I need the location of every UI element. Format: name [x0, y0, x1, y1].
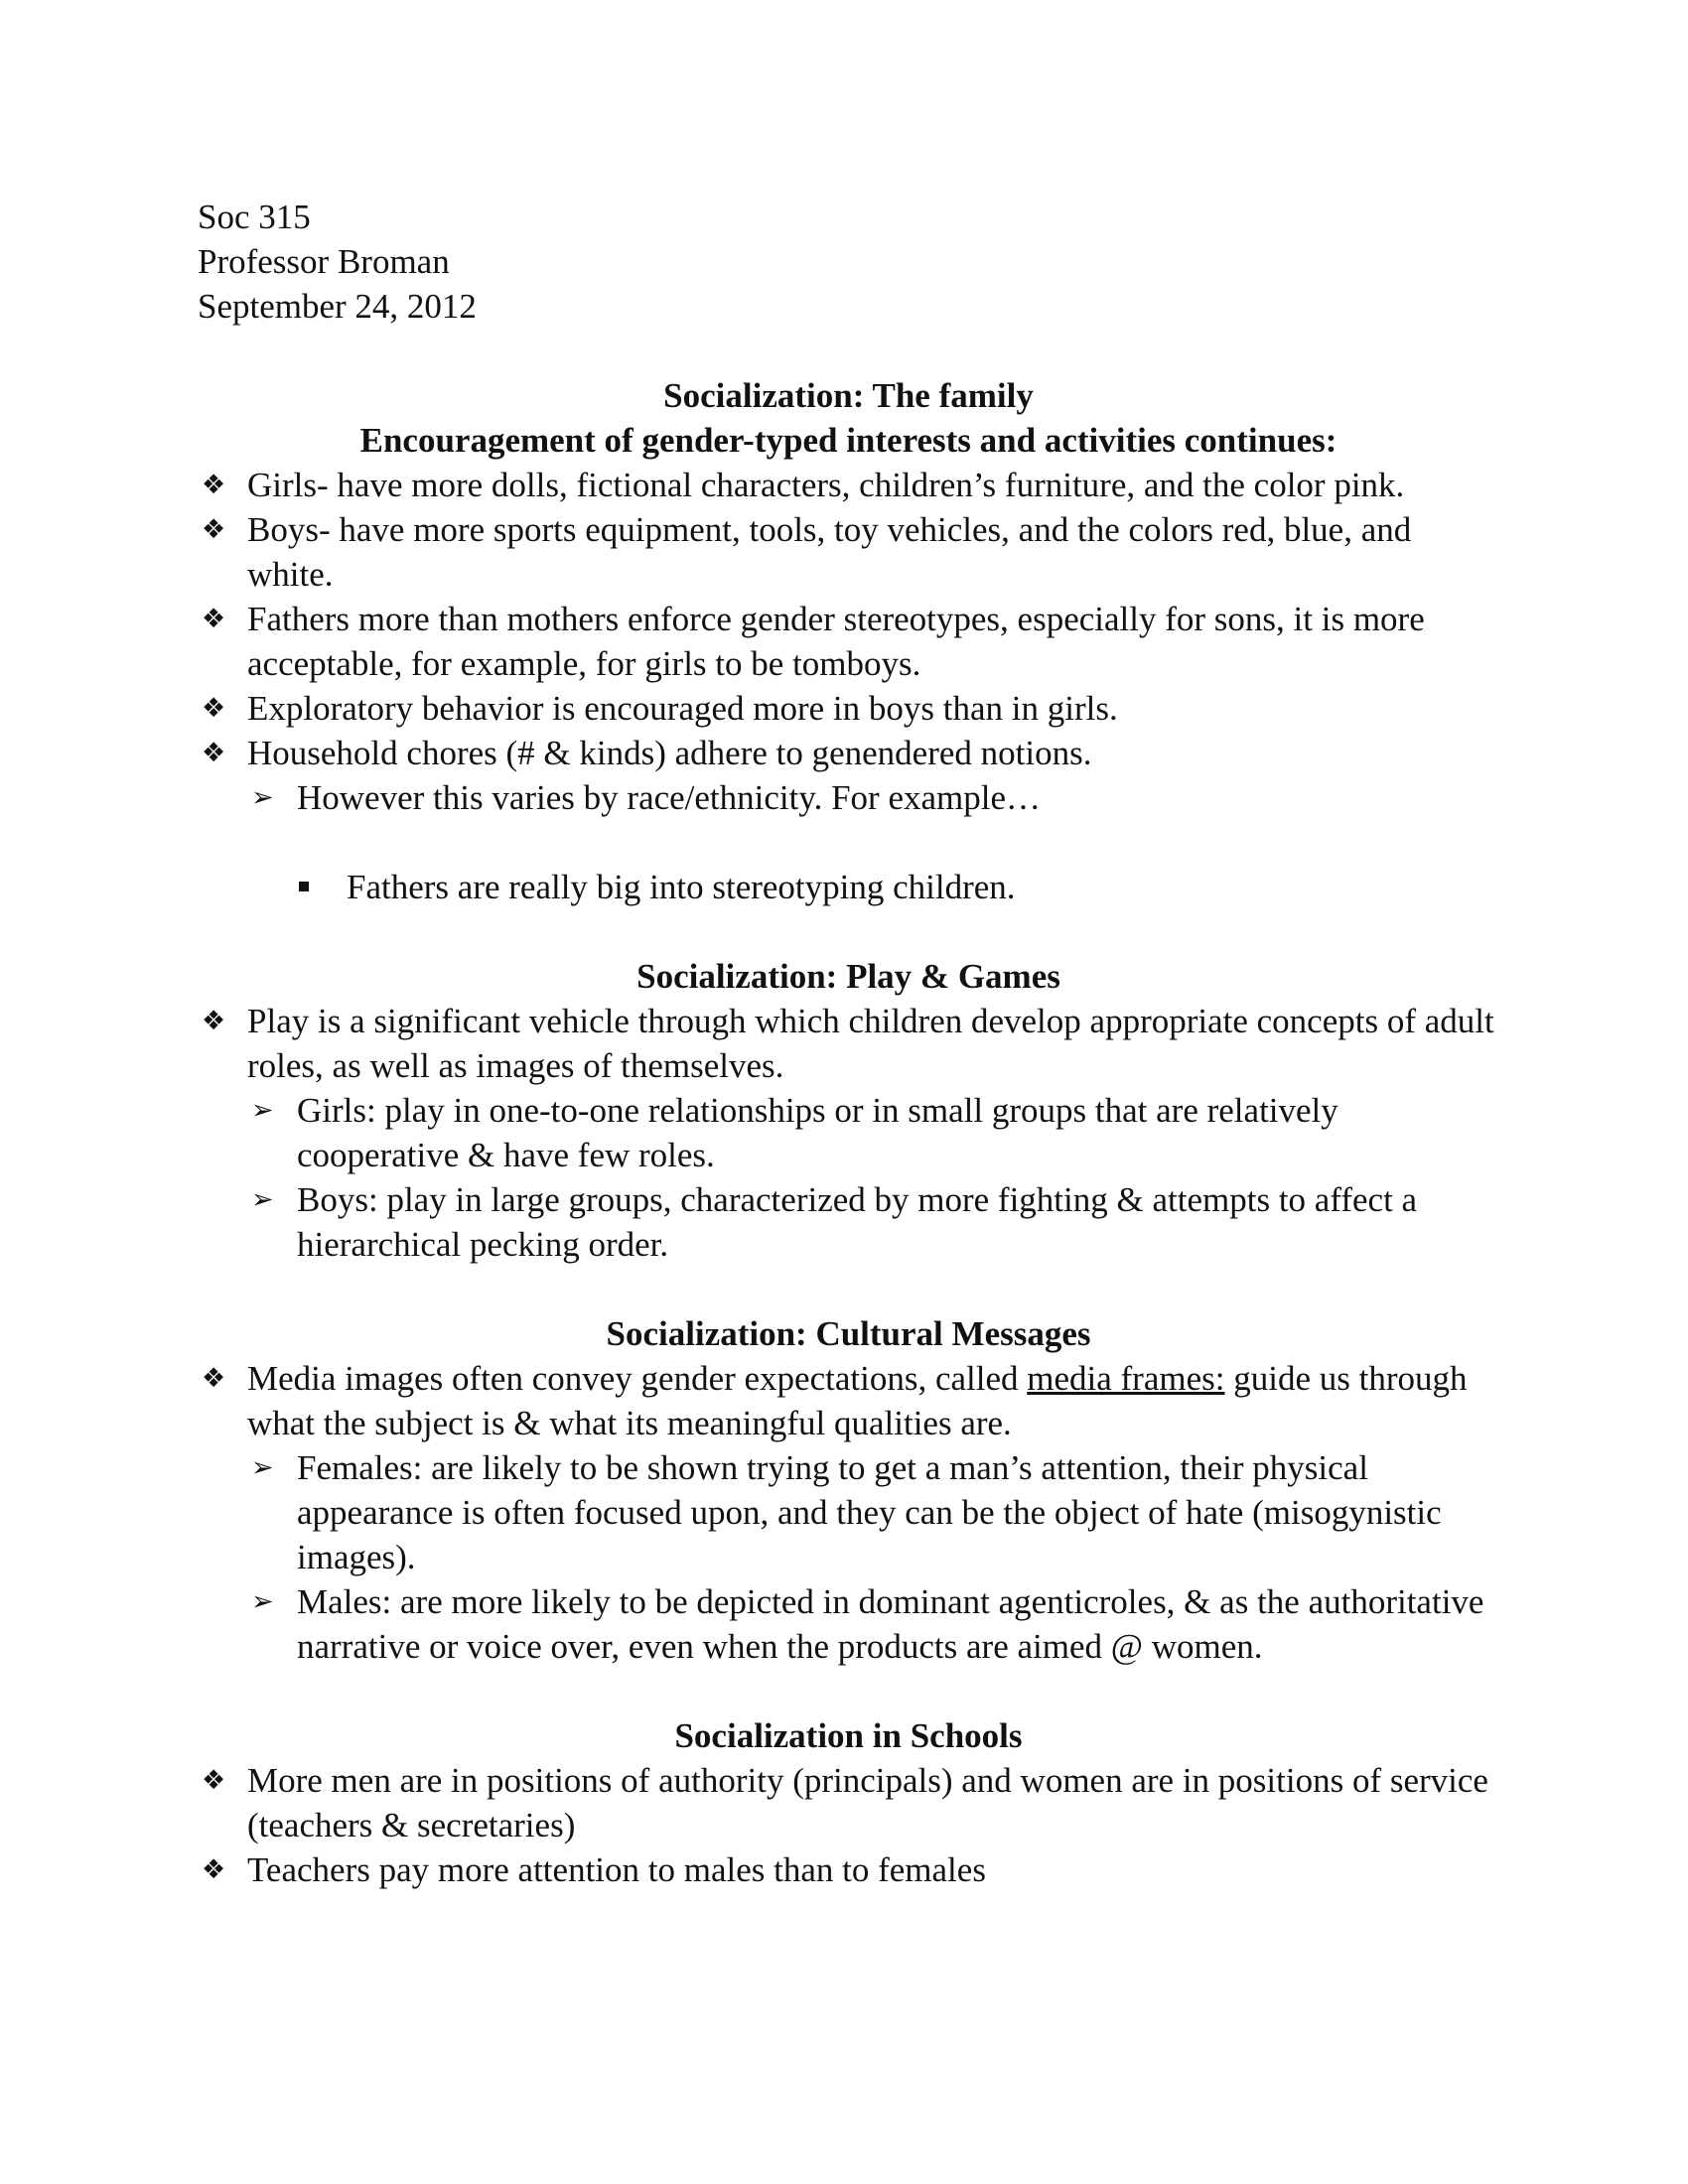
diamond-bullet-icon: ❖ — [202, 1765, 226, 1796]
arrow-bullet-icon: ➢ — [251, 1184, 274, 1215]
bullet-text: Household chores (# & kinds) adhere to genendered notions. — [247, 734, 1092, 772]
play-heading: Socialization: Play & Games — [636, 957, 1060, 996]
bullet-text-end: guide us through what the subject is & what its meaningful qualities are. — [247, 1359, 1468, 1442]
list-item — [247, 775, 1499, 909]
family-bullet-list — [198, 463, 1499, 909]
bullet-text: Fathers more than mothers enforce gender stereotypes, especially for sons, it is more acceptable, for example, for girls to be tomboys. — [247, 600, 1425, 683]
list-item — [198, 1356, 1499, 1669]
bullet-text: Play is a significant vehicle through which children develop appropriate concepts of adult roles, as well as images of themselves. — [247, 1002, 1494, 1085]
schools-heading: Socialization in Schools — [674, 1716, 1023, 1755]
arrow-bullet-icon: ➢ — [251, 1452, 274, 1483]
bullet-text-start: Media images often convey gender expectations, called — [247, 1359, 1028, 1398]
list-item — [247, 1088, 1499, 1177]
diamond-bullet-icon: ❖ — [202, 604, 226, 634]
bullet-text: Girls: play in one-to-one relationships or in small groups that are relatively cooperative & have few roles. — [297, 1091, 1338, 1174]
family-subheading: Encouragement of gender-typed interests and activities continues: — [359, 421, 1337, 460]
diamond-bullet-icon: ❖ — [202, 738, 226, 768]
bullet-text: Boys- have more sports equipment, tools, toy vehicles, and the colors red, blue, and white. — [247, 510, 1412, 594]
bullet-text: Teachers pay more attention to males than to females — [247, 1850, 986, 1889]
diamond-bullet-icon: ❖ — [202, 514, 226, 545]
bullet-text: Boys: play in large groups, characterized by more fighting & attempts to affect a hierarchical pecking order. — [297, 1180, 1418, 1264]
schools-bullet-list — [198, 1758, 1499, 1892]
arrow-bullet-icon: ➢ — [251, 1586, 274, 1617]
family-sub-list — [247, 775, 1499, 909]
list-item — [247, 1177, 1499, 1267]
document-date: September 24, 2012 — [198, 287, 477, 326]
bullet-text: Girls- have more dolls, fictional characters, children’s furniture, and the color pink. — [247, 466, 1405, 504]
diamond-bullet-icon: ❖ — [202, 1854, 226, 1885]
course-name: Soc 315 — [198, 198, 311, 236]
diamond-bullet-icon: ❖ — [202, 1006, 226, 1036]
family-heading: Socialization: The family — [663, 376, 1034, 415]
arrow-bullet-icon: ➢ — [251, 1095, 274, 1126]
bullet-text: Females: are likely to be shown trying to get a man’s attention, their physical appearance is often focused upon, and they can be the object of hate (misogynistic images). — [297, 1448, 1442, 1576]
play-bullet-list — [198, 999, 1499, 1267]
bullet-text: However this varies by race/ethnicity. For example… — [297, 778, 1042, 817]
arrow-bullet-icon: ➢ — [251, 782, 274, 813]
media-frames-term: media frames: — [1027, 1359, 1225, 1398]
diamond-bullet-icon: ❖ — [202, 470, 226, 500]
list-item — [198, 507, 1499, 597]
play-sub-list — [247, 1088, 1499, 1267]
list-item — [297, 865, 1499, 909]
list-item — [198, 597, 1499, 686]
diamond-bullet-icon: ❖ — [202, 1363, 226, 1394]
list-item — [198, 686, 1499, 731]
family-sub-sub-list — [297, 865, 1499, 909]
list-item — [247, 1445, 1499, 1579]
bullet-text: Males: are more likely to be depicted in dominant agenticroles, & as the authoritative narrative or voice over, even when the products are aimed @ women. — [297, 1582, 1484, 1666]
bullet-text: Fathers are really big into stereotyping children. — [347, 868, 1016, 906]
list-item — [198, 731, 1499, 909]
list-item — [198, 1847, 1499, 1892]
list-item — [198, 1758, 1499, 1847]
diamond-bullet-icon: ❖ — [202, 693, 226, 724]
bullet-text: More men are in positions of authority (principals) and women are in positions of service (teachers & secretaries) — [247, 1761, 1488, 1844]
cultural-bullet-list — [198, 1356, 1499, 1669]
cultural-heading: Socialization: Cultural Messages — [606, 1314, 1091, 1353]
professor-name: Professor Broman — [198, 242, 450, 281]
list-item — [198, 463, 1499, 507]
list-item — [247, 1579, 1499, 1669]
cultural-sub-list — [247, 1445, 1499, 1669]
list-item — [198, 999, 1499, 1267]
bullet-text: Exploratory behavior is encouraged more in boys than in girls. — [247, 689, 1118, 728]
square-bullet-icon — [299, 882, 309, 891]
